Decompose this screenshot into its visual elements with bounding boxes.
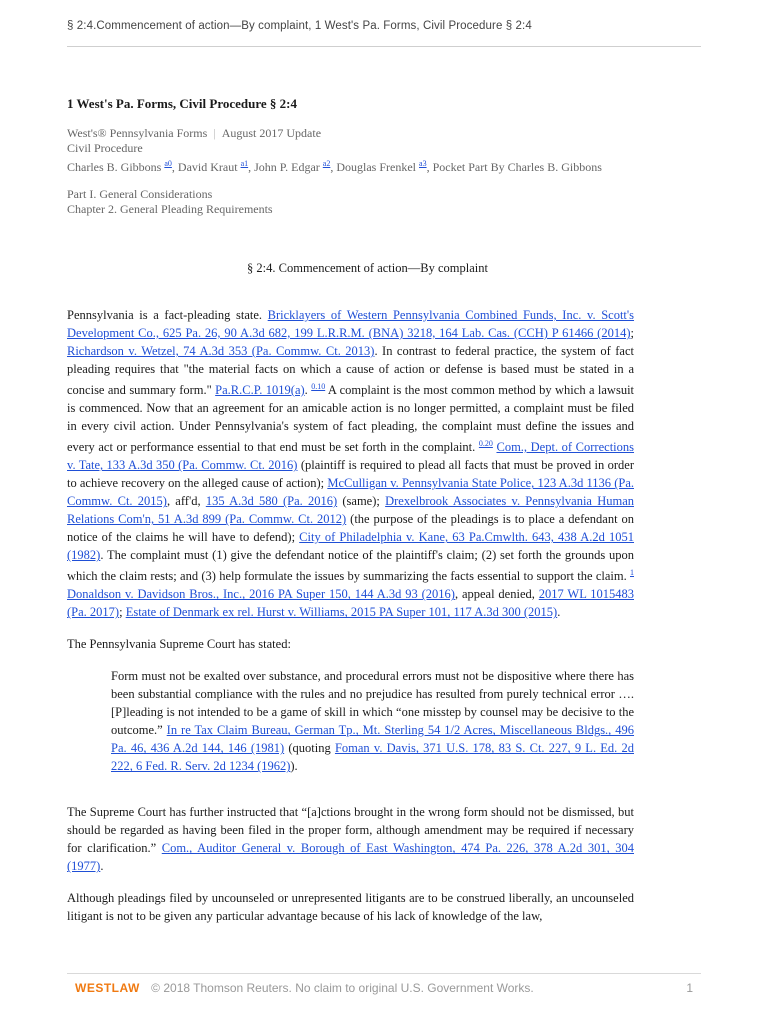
text-run: ). <box>290 759 298 774</box>
volume-name: Civil Procedure <box>67 141 143 155</box>
paragraph-3 <box>67 803 634 875</box>
meta-separator: | <box>213 126 216 140</box>
author-name: David Kraut <box>177 160 238 174</box>
text-run: . The complaint must (1) give the defendant notice of the plaintiff's claim; (2) set forth the grounds upon which the claim rests; and (3) help formulate the issues by summarizing the facts essential to support the claim. <box>67 548 634 584</box>
paragraph-2: The Pennsylvania Supreme Court has stated: <box>67 637 291 652</box>
footnote-marker <box>630 568 634 577</box>
document-metadata <box>67 126 634 175</box>
footer-divider <box>67 973 701 974</box>
author-separator: , <box>330 160 337 174</box>
author-note-link[interactable]: a2 <box>322 159 331 168</box>
section-heading: § 2:4. Commencement of action—By complaint <box>247 261 488 275</box>
citation-link[interactable]: Com., Auditor General v. Borough of East Washington, 474 Pa. 226, 378 A.2d 301, 304 (1977) <box>67 841 634 874</box>
publication-name: West's® Pennsylvania Forms <box>67 126 208 140</box>
text-run: (plaintiff is required to plead all facts that must be proved in order to achieve recovery on the alleged cause of action); <box>67 458 634 491</box>
text-run: . <box>100 859 104 874</box>
text-run: The Supreme Court has further instructed that “[a]ctions brought in the wrong form should not be dismissed, but should be regarded as having been filed in the proper form, although amendment may be required if necessary for clarification.” <box>67 805 634 856</box>
footnote-link[interactable]: 0.20 <box>478 439 493 449</box>
citation-link[interactable]: In re Tax Claim Bureau, German Tp., Mt. Sterling 54 1/2 Acres, Miscellaneous Bldgs., 496 Pa. 46, 436 A.2d 144, 146 (1981) <box>111 723 635 756</box>
author-separator: , <box>171 160 178 174</box>
document-structure <box>67 187 634 217</box>
author-list <box>67 156 634 175</box>
footnote-marker <box>479 439 493 448</box>
part-label: Part I. General Considerations <box>67 187 213 201</box>
text-run: ; <box>119 605 126 620</box>
footnote-marker <box>311 382 325 391</box>
footnote-link[interactable]: 1 <box>630 568 634 578</box>
footnote-link[interactable]: 0.10 <box>311 382 326 391</box>
author-note-link[interactable]: a3 <box>419 159 427 168</box>
citation-link[interactable]: Foman v. Davis, 371 U.S. 178, 83 S. Ct. 227, 9 L. Ed. 2d 222, 6 Fed. R. Serv. 2d 1234 (1962) <box>111 741 634 774</box>
citation-link[interactable]: Donaldson v. Davidson Bros., Inc., 2016 PA Super 150, 144 A.3d 93 (2016) <box>67 587 455 602</box>
update-label: August 2017 Update <box>221 126 322 140</box>
citation-link[interactable]: 2017 WL 1015483 (Pa. 2017) <box>67 587 634 620</box>
text-run: Pennsylvania is a fact-pleading state. <box>67 308 268 322</box>
paragraph-4: Although pleadings filed by uncounseled or unrepresented litigants are to be construed liberally, an uncounseled litigant is not to be given any particular advantage because of his lack of knowledge of the law, <box>67 891 634 924</box>
page-footer <box>75 981 693 995</box>
author-name: Douglas Frenkel <box>336 160 417 174</box>
citation-link[interactable]: Estate of Denmark ex rel. Hurst v. Williams, 2015 PA Super 101, 117 A.3d 300 (2015) <box>125 605 558 620</box>
citation-link[interactable]: Pa.R.C.P. 1019(a) <box>215 383 305 398</box>
author-note-link[interactable]: a1 <box>240 159 249 168</box>
author-separator: , <box>248 160 255 174</box>
page-number: 1 <box>686 981 693 995</box>
block-quote <box>111 667 634 775</box>
citation-link[interactable]: Bricklayers of Western Pennsylvania Combined Funds, Inc. v. Scott's Development Co., 625 Pa. 26, 90 A.3d 682, 199 L.R.R.M. (BNA) 3218, 164 Lab. Cas. (CCH) P 61466 (2014) <box>67 308 635 340</box>
citation-link[interactable]: Drexelbrook Associates v. Pennsylvania Human Relations Com'n, 51 A.3d 899 (Pa. Commw. Ct. 2012) <box>67 494 634 527</box>
text-run: . <box>557 605 561 620</box>
text-run: (same); <box>337 494 386 509</box>
author-name: Charles B. Gibbons <box>67 160 162 174</box>
citation-link[interactable]: McCulligan v. Pennsylvania State Police, 123 A.3d 1136 (Pa. Commw. Ct. 2015) <box>67 476 634 509</box>
copyright-notice: © 2018 Thomson Reuters. No claim to original U.S. Government Works. <box>151 981 534 995</box>
text-run: ; <box>630 326 634 340</box>
citation-link[interactable]: Richardson v. Wetzel, 74 A.3d 353 (Pa. Commw. Ct. 2013) <box>67 344 375 358</box>
text-run: A complaint is the most common method by which a lawsuit is commenced. Now that an agreement for an amicable action is no longer permitted, a complaint must be filed in every civil action. Under Pennsylvania's system of fact pleading, the complaint must define the issues and every act or performance essential to that end must be set forth in the complaint. <box>67 383 635 455</box>
chapter-label: Chapter 2. General Pleading Requirements <box>67 202 273 216</box>
pocket-part-label: Pocket Part By Charles B. Gibbons <box>432 160 602 174</box>
citation-link[interactable]: Com., Dept. of Corrections v. Tate, 133 A.3d 350 (Pa. Commw. Ct. 2016) <box>67 440 635 473</box>
citation-link[interactable]: 135 A.3d 580 (Pa. 2016) <box>205 494 338 509</box>
text-run: (the purpose of the pleadings is to place a defendant on notice of the claims he will have to defend); <box>67 512 634 545</box>
author-name: John P. Edgar <box>254 160 320 174</box>
westlaw-logo: WESTLAW <box>75 981 140 995</box>
text-run: . <box>304 383 312 398</box>
document-content <box>67 96 634 925</box>
paragraph-1 <box>67 306 634 621</box>
running-header: § 2:4.Commencement of action—By complaint, 1 West's Pa. Forms, Civil Procedure § 2:4 <box>67 20 532 32</box>
author-note-link[interactable]: a0 <box>164 159 172 168</box>
author-separator: , <box>426 160 433 174</box>
document-title: 1 West's Pa. Forms, Civil Procedure § 2:4 <box>67 96 298 111</box>
citation-link[interactable]: City of Philadelphia v. Kane, 63 Pa.Cmwlth. 643, 438 A.2d 1051 (1982) <box>67 530 635 563</box>
text-run: Form must not be exalted over substance, and procedural errors must not be dispositive where there has been substantial compliance with the rules and no prejudice has resulted from purely technical error …. [P]leading is not intended to be a game of skill in which “one misstep by counsel may be decisive to the outcome.” <box>111 669 634 738</box>
text-run: (quoting <box>284 741 335 756</box>
text-run: , aff'd, <box>166 494 206 509</box>
header-divider <box>67 46 701 47</box>
text-run: , appeal denied, <box>454 587 539 602</box>
text-run: . In contrast to federal practice, the system of fact pleading requires that "the material facts on which a cause of action or defense is based must be stated in a concise and summary form." <box>67 344 634 398</box>
